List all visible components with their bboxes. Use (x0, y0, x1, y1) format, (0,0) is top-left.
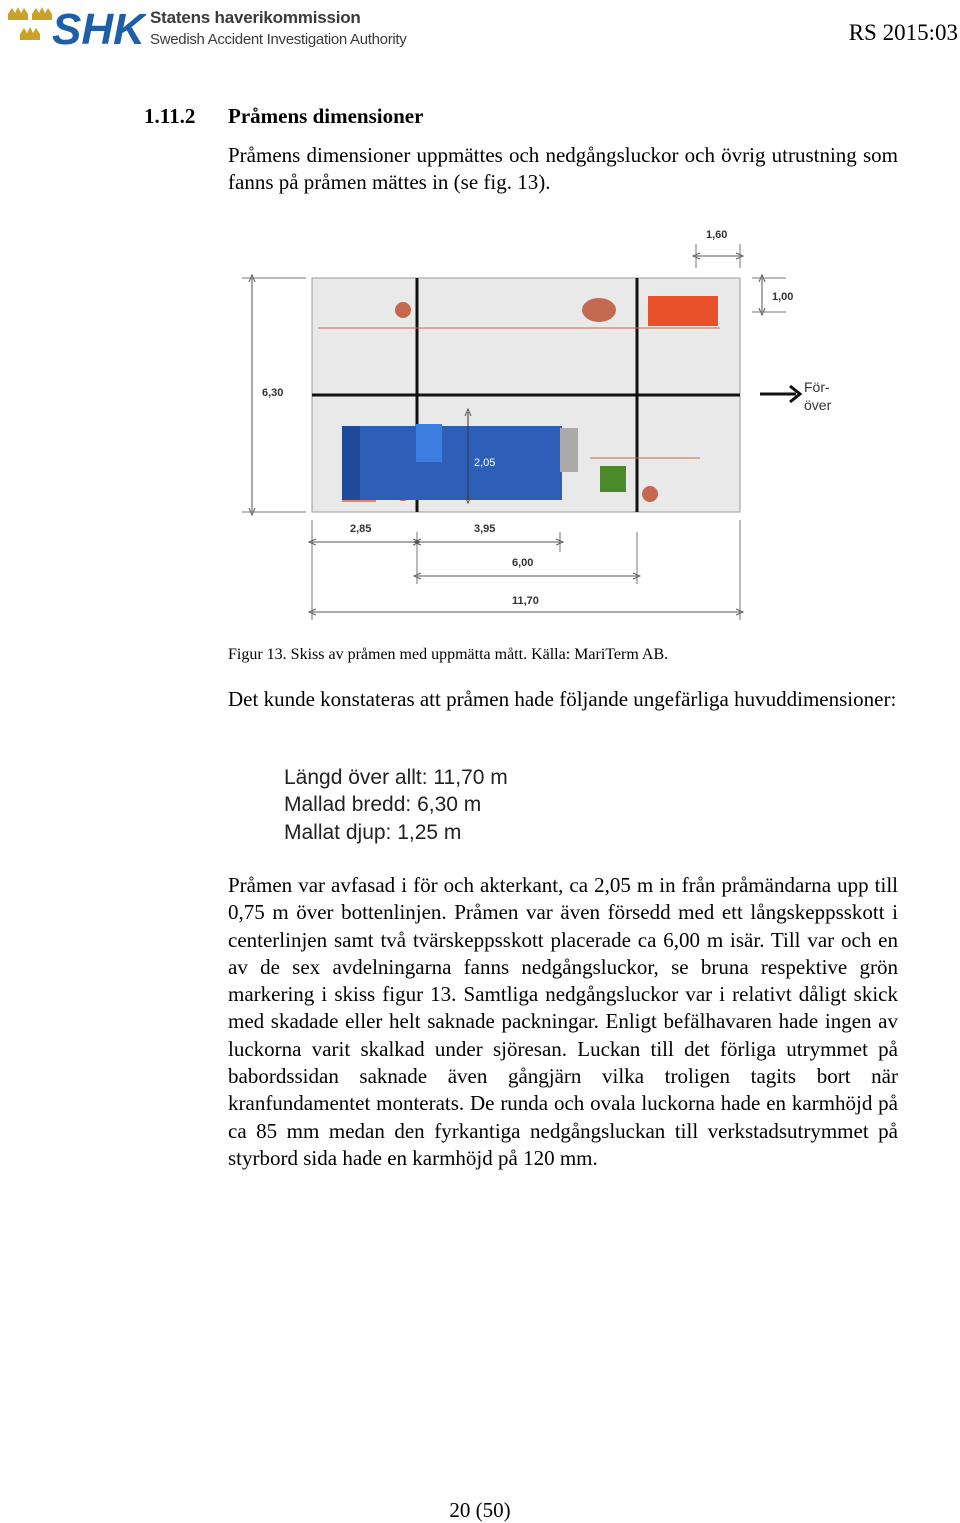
dimension-item: Mallad bredd: 6,30 m (284, 793, 482, 817)
body-paragraph: Pråmen var avfasad i för och akterkant, ca 2,05 m in från pråmändarna upp till 0,75 m över bottenlinjen. Pråmen var även försedd med ett långskeppsskott i centerlinjen samt två tvärskeppsskott placerade ca 6,00 m isär. Till var och en av de sex avdelningarna fanns nedgångsluckor, se bruna respektive grön markering i skiss figur 13. Samtliga nedgångsluckor var i relativt dåligt skick med skadade eller helt saknade packningar. Enligt befälhavaren hade ingen av luckorna varit skalkad under sjöresan. Luckan till det förliga utrymmet på babordssidan saknade även gångjärn vilka troligen tagits bort när kranfundamentet monterats. De runda och ovala luckorna hade en karmhöjd på ca 85 mm medan den fyrkantiga nedgångsluckan till verkstadsutrymmet på styrbord sida hade en karmhöjd på 120 mm. (228, 873, 898, 1170)
crane-cab (416, 424, 442, 462)
section-title: Pråmens dimensioner (228, 104, 424, 128)
shk-logo (6, 4, 407, 54)
intro-paragraph: Pråmens dimensioner uppmättes och nedgångsluckor och övrig utrustning som fanns på pråmen mättes in (se fig. 13). (228, 143, 898, 195)
crane-block (342, 426, 360, 500)
length-dimension-label: 11,70 (512, 595, 539, 607)
crane-rear (560, 428, 578, 472)
round-hatch (642, 486, 658, 502)
logo-crowns-icon (6, 4, 146, 54)
figure-caption: Figur 13. Skiss av pråmen med uppmätta mått. Källa: MariTerm AB. (228, 646, 669, 663)
crane-dimension-label: 2,05 (474, 457, 496, 469)
round-hatch (395, 302, 411, 318)
top-offset-label: 1,60 (706, 229, 728, 241)
dimension-item: Längd över allt: 11,70 m (284, 766, 508, 789)
dimensions-intro: Det kunde konstateras att pråmen hade följande ungefärliga huvuddimensioner: (228, 687, 897, 711)
dimension-item: Mallat djup: 1,25 m (284, 820, 462, 844)
org-name-english: Swedish Accident Investigation Authority (150, 31, 407, 48)
seg-c-label: 6,00 (512, 557, 534, 569)
forward-label-2: över (804, 397, 832, 413)
page-number: 20 (50) (449, 1498, 511, 1522)
seg-b-label: 3,95 (474, 523, 496, 535)
barge-sketch-figure (230, 222, 870, 632)
square-hatch-green (600, 466, 626, 492)
section-number: 1.11.2 (144, 104, 196, 128)
oval-hatch (582, 298, 616, 322)
crane-base (342, 426, 562, 500)
seg-a-label: 2,85 (350, 523, 372, 535)
report-id: RS 2015:03 (848, 20, 958, 45)
equipment-orange (648, 296, 718, 326)
logo-text: SHK (52, 5, 145, 54)
right-offset-label: 1,00 (772, 291, 794, 303)
dimensions-list (284, 764, 508, 846)
org-name: Statens haverikommission (150, 8, 361, 27)
width-dimension-label: 6,30 (262, 387, 284, 399)
forward-label-1: För- (804, 379, 830, 395)
